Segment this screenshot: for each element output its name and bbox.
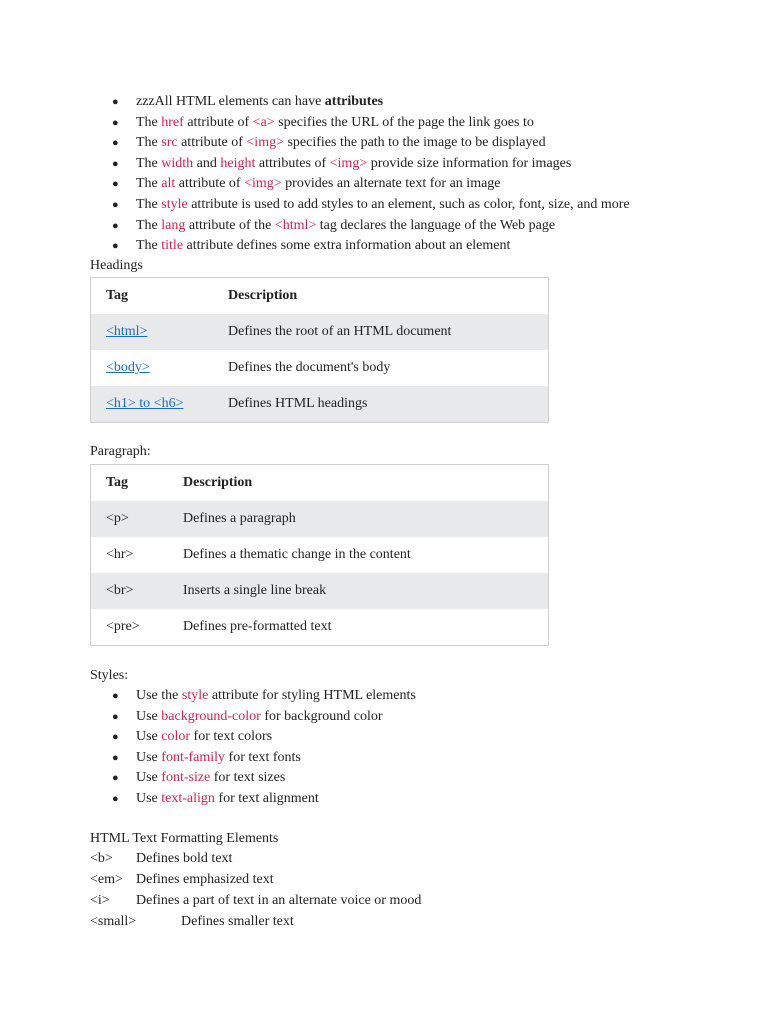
tag-cell: <pre> bbox=[106, 619, 140, 634]
tag-link[interactable]: <body> bbox=[106, 360, 150, 375]
headings-table bbox=[90, 277, 549, 423]
bullet-icon: ● bbox=[112, 198, 119, 211]
tag-keyword: <img> bbox=[329, 155, 368, 171]
table-row bbox=[91, 609, 549, 646]
description-text: Defines emphasized text bbox=[136, 872, 274, 887]
bullet-icon: ● bbox=[112, 690, 119, 702]
table-header-row bbox=[91, 465, 549, 502]
list-item: ● The src attribute of <img> specifies the path to the image to be displayed bbox=[112, 133, 630, 154]
attribute-keyword: height bbox=[220, 155, 256, 171]
bullet-icon: ● bbox=[112, 772, 119, 785]
list-item: ● The title attribute defines some extra information about an element bbox=[112, 236, 630, 257]
column-header-description: Description bbox=[228, 288, 298, 303]
bullet-icon: ● bbox=[112, 792, 119, 805]
css-keyword: font-family bbox=[161, 749, 226, 765]
section-heading-headings: Headings bbox=[90, 258, 143, 273]
list-item: ● Use the style attribute for styling HTML elements bbox=[112, 686, 416, 707]
tag-label: <b> bbox=[90, 851, 113, 866]
attribute-keyword: title bbox=[161, 238, 184, 254]
css-keyword: font-size bbox=[161, 770, 211, 786]
list-item: ● Use font-family for text fonts bbox=[112, 748, 416, 769]
description-cell: Inserts a single line break bbox=[183, 583, 327, 598]
bullet-icon: ● bbox=[112, 137, 119, 150]
bullet-icon: ● bbox=[112, 219, 119, 232]
attribute-keyword: alt bbox=[161, 176, 176, 192]
attribute-keyword: href bbox=[161, 114, 184, 130]
tag-cell: <p> bbox=[106, 511, 129, 526]
bullet-icon: ● bbox=[112, 96, 119, 108]
css-keyword: color bbox=[161, 729, 191, 745]
formatting-row bbox=[90, 912, 294, 932]
attributes-list bbox=[112, 92, 630, 257]
table-row bbox=[91, 350, 549, 386]
css-keyword: text-align bbox=[161, 790, 215, 806]
tag-label: <small> bbox=[90, 914, 137, 929]
list-item: ● The width and height attributes of <img> provide size information for images bbox=[112, 154, 630, 175]
bullet-icon: ● bbox=[112, 178, 119, 191]
tag-link[interactable]: <html> bbox=[106, 324, 148, 339]
description-cell: Defines a paragraph bbox=[183, 511, 296, 526]
list-item: ● The href attribute of <a> specifies the URL of the page the link goes to bbox=[112, 113, 630, 134]
description-text: Defines bold text bbox=[136, 851, 233, 866]
section-heading-styles: Styles: bbox=[90, 668, 129, 683]
formatting-row bbox=[90, 891, 421, 911]
css-keyword: style bbox=[181, 688, 209, 703]
list-item: ● Use text-align for text alignment bbox=[112, 789, 416, 810]
tag-keyword: <html> bbox=[274, 217, 317, 233]
description-cell: Defines the root of an HTML document bbox=[228, 324, 452, 339]
table-row bbox=[91, 501, 549, 537]
attribute-keyword: lang bbox=[161, 217, 186, 233]
description-cell: Defines a thematic change in the content bbox=[183, 547, 411, 562]
bullet-icon: ● bbox=[112, 751, 119, 764]
formatting-row bbox=[90, 849, 232, 869]
list-item: ● Use color for text colors bbox=[112, 727, 416, 748]
tag-cell: <hr> bbox=[106, 547, 134, 562]
styles-list bbox=[112, 686, 416, 810]
column-header-description: Description bbox=[183, 475, 253, 490]
tag-link[interactable]: <h1> to <h6> bbox=[106, 396, 184, 411]
tag-label: <i> bbox=[90, 893, 110, 908]
bullet-icon: ● bbox=[112, 157, 119, 170]
list-item: ● zzzAll HTML elements can have attributes bbox=[112, 92, 630, 113]
bullet-icon: ● bbox=[112, 240, 119, 253]
section-heading-formatting: HTML Text Formatting Elements bbox=[90, 831, 279, 846]
css-keyword: background-color bbox=[161, 708, 261, 724]
description-cell: Defines the document's body bbox=[228, 360, 391, 375]
list-item: ● The style attribute is used to add styles to an element, such as color, font, size, and more bbox=[112, 195, 630, 216]
paragraph-table bbox=[90, 464, 549, 646]
column-header-tag: Tag bbox=[106, 475, 129, 490]
description-cell: Defines HTML headings bbox=[228, 396, 368, 411]
list-item: ● The alt attribute of <img> provides an alternate text for an image bbox=[112, 174, 630, 195]
tag-keyword: <img> bbox=[244, 176, 282, 192]
list-item: ● Use background-color for background color bbox=[112, 707, 416, 728]
attribute-keyword: width bbox=[161, 155, 194, 171]
tag-label: <em> bbox=[90, 872, 123, 887]
table-row bbox=[91, 386, 549, 423]
description-text: Defines a part of text in an alternate voice or mood bbox=[136, 893, 422, 908]
table-header-row bbox=[91, 278, 549, 315]
table-row bbox=[91, 314, 549, 350]
description-text: Defines smaller text bbox=[181, 914, 294, 929]
attribute-keyword: src bbox=[161, 135, 178, 151]
column-header-tag: Tag bbox=[106, 288, 129, 303]
bullet-icon: ● bbox=[112, 731, 119, 744]
list-item: ● Use font-size for text sizes bbox=[112, 768, 416, 789]
section-heading-paragraph: Paragraph: bbox=[90, 444, 151, 459]
formatting-row bbox=[90, 870, 274, 890]
table-row bbox=[91, 573, 549, 609]
tag-keyword: <a> bbox=[252, 114, 275, 130]
attribute-keyword: style bbox=[161, 196, 188, 212]
tag-keyword: <img> bbox=[246, 135, 284, 151]
list-item: ● The lang attribute of the <html> tag declares the language of the Web page bbox=[112, 216, 630, 237]
bullet-icon: ● bbox=[112, 710, 119, 723]
description-cell: Defines pre-formatted text bbox=[183, 619, 332, 634]
bullet-icon: ● bbox=[112, 116, 119, 129]
tag-cell: <br> bbox=[106, 583, 134, 598]
table-row bbox=[91, 537, 549, 573]
